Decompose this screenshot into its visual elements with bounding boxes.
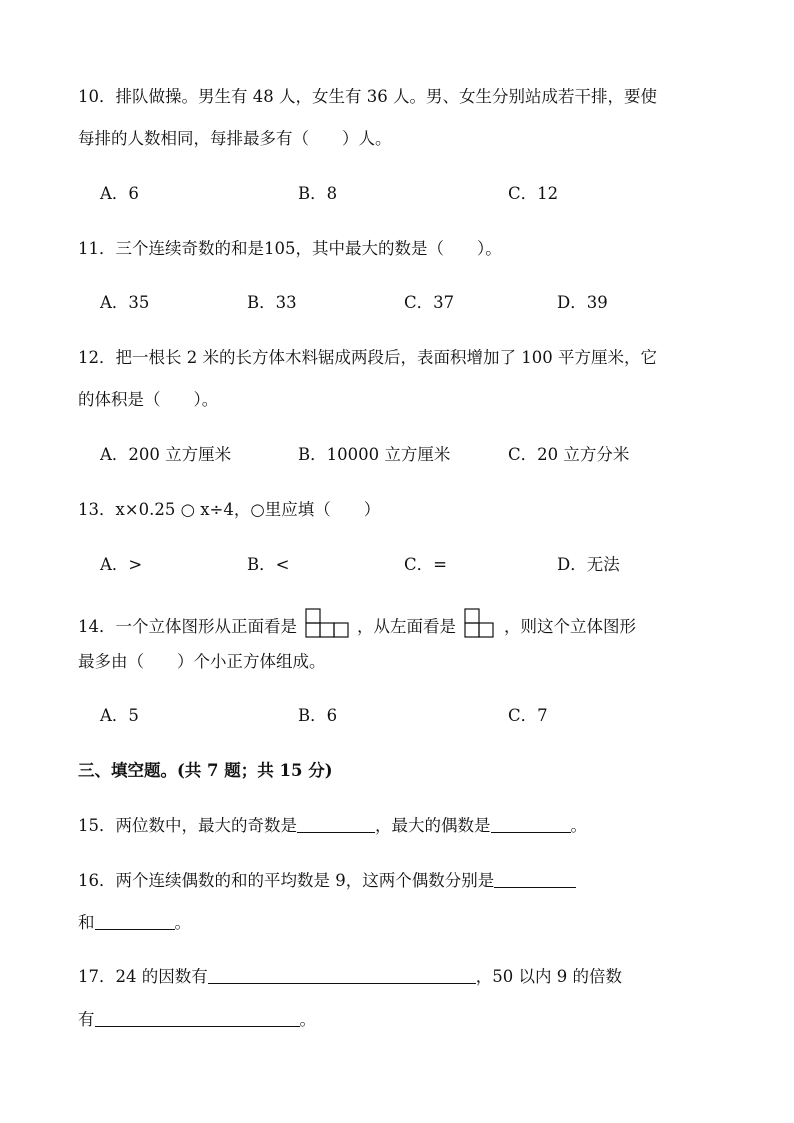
q15-text-part1: 15．两位数中，最大的奇数是 bbox=[78, 816, 297, 835]
q14-text-part2: ，从左面看是 bbox=[357, 617, 456, 636]
q10-text-line1: 10．排队做操。男生有 48 人，女生有 36 人。男、女生分别站成若干排，要使 bbox=[78, 87, 657, 106]
q12-option-a[interactable]: A．200 立方厘米 bbox=[100, 445, 232, 464]
q12-option-b[interactable]: B．10000 立方厘米 bbox=[298, 445, 451, 464]
q17-text-part1: 17．24 的因数有 bbox=[78, 967, 208, 986]
q16-text-part1: 16．两个连续偶数的和的平均数是 9，这两个偶数分别是 bbox=[78, 871, 495, 890]
q17-answer-blank-1[interactable] bbox=[208, 967, 476, 984]
q13-option-a[interactable]: A．> bbox=[100, 555, 143, 574]
q15-text bbox=[78, 815, 587, 837]
q15-text-part3: 。 bbox=[570, 816, 587, 835]
q16-text-line2 bbox=[78, 912, 191, 934]
q14-text-line1 bbox=[78, 608, 636, 644]
q13-option-c[interactable]: C．= bbox=[404, 555, 447, 574]
q10-option-c[interactable]: C．12 bbox=[508, 184, 559, 203]
section-3-heading: 三、填空题。(共 7 题；共 15 分) bbox=[78, 761, 333, 780]
q11-text: 11．三个连续奇数的和是105，其中最大的数是（ ）。 bbox=[78, 239, 502, 258]
q14-option-c[interactable]: C．7 bbox=[508, 706, 548, 725]
q13-option-d[interactable]: D．无法 bbox=[557, 555, 620, 574]
q17-text-part3: 有 bbox=[78, 1010, 95, 1029]
q13-text: 13．x×0.25 ○ x÷4，○里应填（ ） bbox=[78, 500, 381, 519]
q11-option-d[interactable]: D．39 bbox=[557, 293, 608, 312]
q15-answer-blank-2[interactable] bbox=[491, 816, 571, 833]
q13-option-b[interactable]: B．< bbox=[247, 555, 290, 574]
q16-text-line1 bbox=[78, 870, 576, 892]
q14-option-b[interactable]: B．6 bbox=[298, 706, 338, 725]
q16-answer-blank-1[interactable] bbox=[494, 871, 576, 888]
q10-option-a[interactable]: A．6 bbox=[100, 184, 139, 203]
q15-text-part2: ，最大的偶数是 bbox=[375, 816, 491, 835]
q14-text-part1: 14．一个立体图形从正面看是 bbox=[78, 617, 297, 636]
front-view-figure bbox=[305, 608, 349, 644]
q17-text-line1 bbox=[78, 966, 622, 988]
q10-option-b[interactable]: B．8 bbox=[298, 184, 338, 203]
q12-text-line1: 12．把一根长 2 米的长方体木料锯成两段后，表面积增加了 100 平方厘米，它 bbox=[78, 348, 657, 367]
q17-answer-blank-2[interactable] bbox=[95, 1010, 300, 1027]
q14-text-part3: ，则这个立体图形 bbox=[504, 617, 636, 636]
q16-answer-blank-2[interactable] bbox=[95, 913, 175, 930]
left-view-figure bbox=[464, 608, 496, 644]
q16-text-part2: 和 bbox=[78, 913, 95, 932]
q10-text-line2: 每排的人数相同，每排最多有（ ）人。 bbox=[78, 129, 392, 148]
q12-option-c[interactable]: C．20 立方分米 bbox=[508, 445, 630, 464]
q17-text-line2 bbox=[78, 1009, 316, 1031]
q17-text-part4: 。 bbox=[299, 1010, 316, 1029]
q11-option-a[interactable]: A．35 bbox=[100, 293, 150, 312]
q11-option-c[interactable]: C．37 bbox=[404, 293, 455, 312]
q16-text-part3: 。 bbox=[174, 913, 191, 932]
q17-text-part2: ，50 以内 9 的倍数 bbox=[475, 967, 622, 986]
q14-text-line2: 最多由（ ）个小正方体组成。 bbox=[78, 652, 326, 671]
q12-text-line2: 的体积是（ ）。 bbox=[78, 390, 219, 409]
q11-option-b[interactable]: B．33 bbox=[247, 293, 297, 312]
q14-option-a[interactable]: A．5 bbox=[100, 706, 139, 725]
q15-answer-blank-1[interactable] bbox=[297, 816, 375, 833]
